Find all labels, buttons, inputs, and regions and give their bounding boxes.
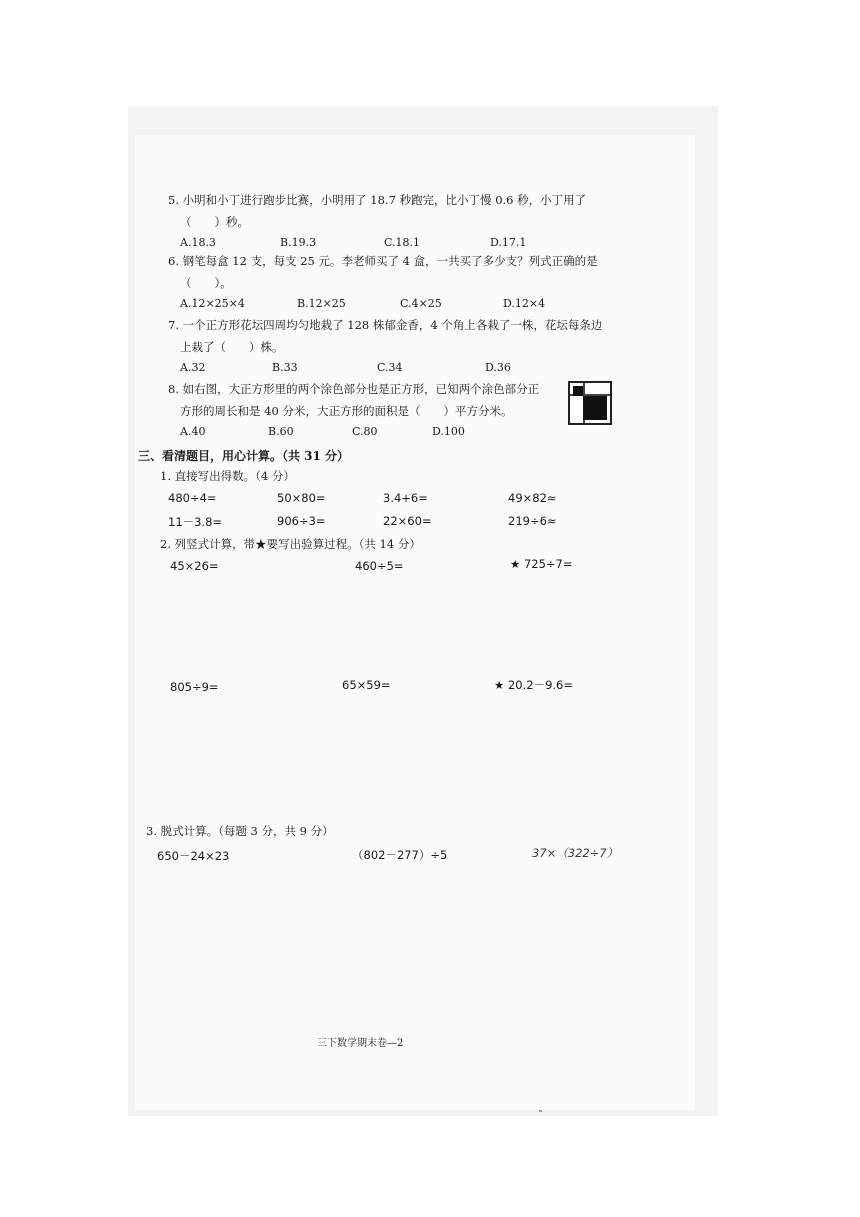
- part3-title: 3. 脱式计算。（每题 3 分，共 9 分）: [146, 824, 334, 838]
- oral-calc-4: 49×82≈: [508, 491, 557, 505]
- step-calc-1: 650－24×23: [157, 849, 230, 863]
- q5-line1: 5. 小明和小丁进行跑步比赛，小明用了 18.7 秒跑完，比小丁慢 0.6 秒，小丁用了: [168, 193, 587, 207]
- q8-option-c: C.80: [352, 425, 378, 438]
- q8-option-a: A.40: [180, 425, 206, 438]
- vertical-calc-5: 65×59=: [342, 678, 391, 692]
- star-icon: ★: [494, 678, 505, 692]
- q6-option-a: A.12×25×4: [180, 297, 245, 310]
- q5-line2: （ ）秒。: [180, 215, 249, 229]
- large-shaded-square: [583, 396, 607, 420]
- vertical-calc-6: [494, 677, 573, 693]
- q6-option-b: B.12×25: [297, 297, 346, 310]
- step-calc-2: （802－277）÷5: [352, 848, 448, 862]
- part2-title: 2. 列竖式计算，带★要写出验算过程。（共 14 分）: [160, 537, 421, 551]
- q7-line1: 7. 一个正方形花坛四周均匀地栽了 128 株郁金香，4 个角上各栽了一株，花坛每条边: [168, 318, 603, 332]
- oral-calc-3: 3.4+6=: [383, 491, 428, 505]
- q7-line2: 上栽了（ ）株。: [180, 340, 284, 354]
- q6-line1: 6. 钢笔每盒 12 支，每支 25 元。李老师买了 4 盒，一共买了多少支？列式正确的是: [168, 254, 598, 268]
- step-calc-3: 37×（322÷7）: [532, 846, 619, 860]
- q7-option-a: A.32: [180, 361, 206, 374]
- vertical-calc-6-text: 20.2－9.6=: [507, 678, 573, 692]
- q7-option-b: B.33: [272, 361, 298, 374]
- q6-option-c: C.4×25: [400, 297, 442, 310]
- oral-calc-7: 22×60=: [383, 514, 432, 528]
- section3-title: 三、看清题目，用心计算。（共 31 分）: [138, 449, 350, 463]
- squares-figure: [568, 381, 612, 425]
- oral-calc-5: 11－3.8=: [168, 515, 223, 529]
- vertical-calc-3-text: 725÷7=: [523, 557, 573, 571]
- oral-calc-8: 219÷6≈: [508, 514, 557, 528]
- q5-option-b: B.19.3: [280, 236, 317, 249]
- q8-line2: 方形的周长和是 40 分米，大正方形的面积是（ ）平方分米。: [180, 404, 513, 418]
- q7-option-d: D.36: [485, 361, 511, 374]
- vertical-calc-4: 805÷9=: [170, 680, 219, 694]
- q6-option-d: D.12×4: [503, 297, 546, 310]
- small-shaded-square: [573, 386, 583, 396]
- oral-calc-1: 480÷4=: [168, 491, 217, 505]
- vertical-calc-2: 460÷5=: [355, 559, 404, 573]
- vertical-calc-3: [510, 557, 573, 571]
- q6-line2: （ ）。: [180, 276, 232, 290]
- q5-option-a: A.18.3: [180, 236, 216, 249]
- q5-option-d: D.17.1: [490, 236, 527, 249]
- q8-option-b: B.60: [268, 425, 294, 438]
- star-icon: ★: [510, 557, 521, 571]
- page-footer: 三下数学期末卷—2: [317, 1038, 404, 1049]
- vertical-calc-1: 45×26=: [170, 559, 219, 573]
- scan-speck: [539, 1110, 542, 1112]
- oral-calc-2: 50×80=: [277, 491, 326, 505]
- q8-option-d: D.100: [432, 425, 465, 438]
- part1-title: 1. 直接写出得数。（4 分）: [160, 469, 295, 483]
- q5-option-c: C.18.1: [384, 236, 421, 249]
- oral-calc-6: 906÷3=: [277, 514, 326, 528]
- q7-option-c: C.34: [377, 361, 403, 374]
- q8-line1: 8. 如右图，大正方形里的两个涂色部分也是正方形，已知两个涂色部分正: [168, 382, 540, 396]
